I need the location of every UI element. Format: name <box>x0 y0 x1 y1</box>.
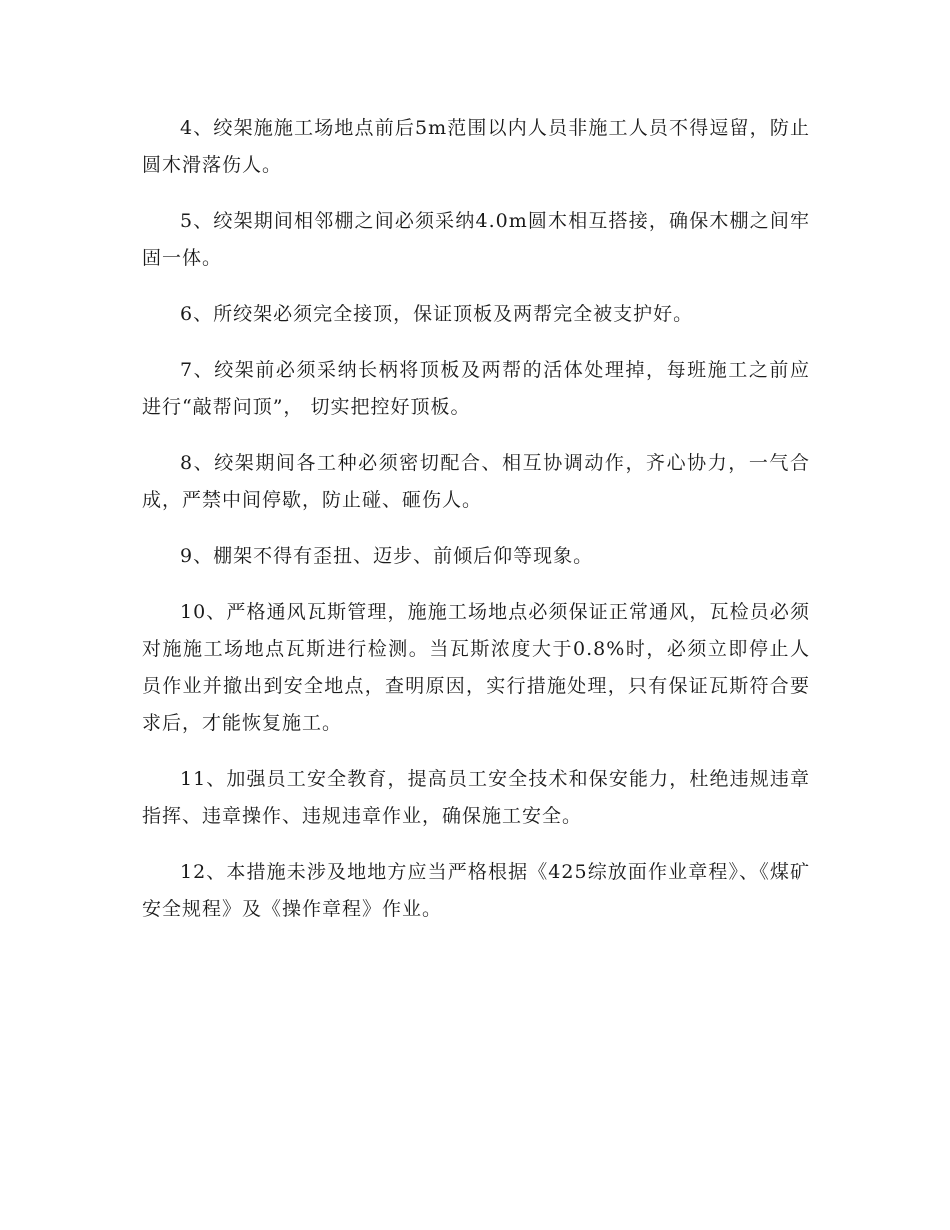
paragraph-item-5: 5、绞架期间相邻棚之间必须采纳4.0m圆木相互搭接，确保木棚之间牢固一体。 <box>142 210 810 269</box>
paragraph-item-6: 6、所绞架必须完全接顶，保证顶板及两帮完全被支护好。 <box>180 303 694 325</box>
document-body <box>142 110 810 947</box>
paragraph-item-11: 11、加强员工安全教育，提高员工安全技术和保安能力，杜绝违规违章指挥、违章操作、违规违章作业，确保施工安全。 <box>142 768 810 827</box>
paragraph-item-7: 7、绞架前必须采纳长柄将顶板及两帮的活体处理掉，每班施工之前应进行“敲帮问顶”， 切实把控好顶板。 <box>142 359 810 418</box>
paragraph-item-8: 8、绞架期间各工种必须密切配合、相互协调动作，齐心协力，一气合成，严禁中间停歇，防止碰、砸伤人。 <box>142 452 810 511</box>
paragraph-item-10: 10、严格通风瓦斯管理，施施工场地点必须保证正常通风，瓦检员必须对施施工场地点瓦斯进行检测。当瓦斯浓度大于0.8%时，必须立即停止人员作业并撤出到安全地点，查明原因，实行措施处理，只有保证瓦斯符合要求后，才能恢复施工。 <box>142 601 810 734</box>
paragraph-item-12: 12、本措施未涉及地地方应当严格根据《425综放面作业章程》、《煤矿安全规程》及《操作章程》作业。 <box>142 861 810 920</box>
paragraph-item-4: 4、绞架施施工场地点前后5m范围以内人员非施工人员不得逗留，防止圆木滑落伤人。 <box>142 117 810 176</box>
paragraph-item-9: 9、棚架不得有歪扭、迈步、前倾后仰等现象。 <box>180 545 594 567</box>
